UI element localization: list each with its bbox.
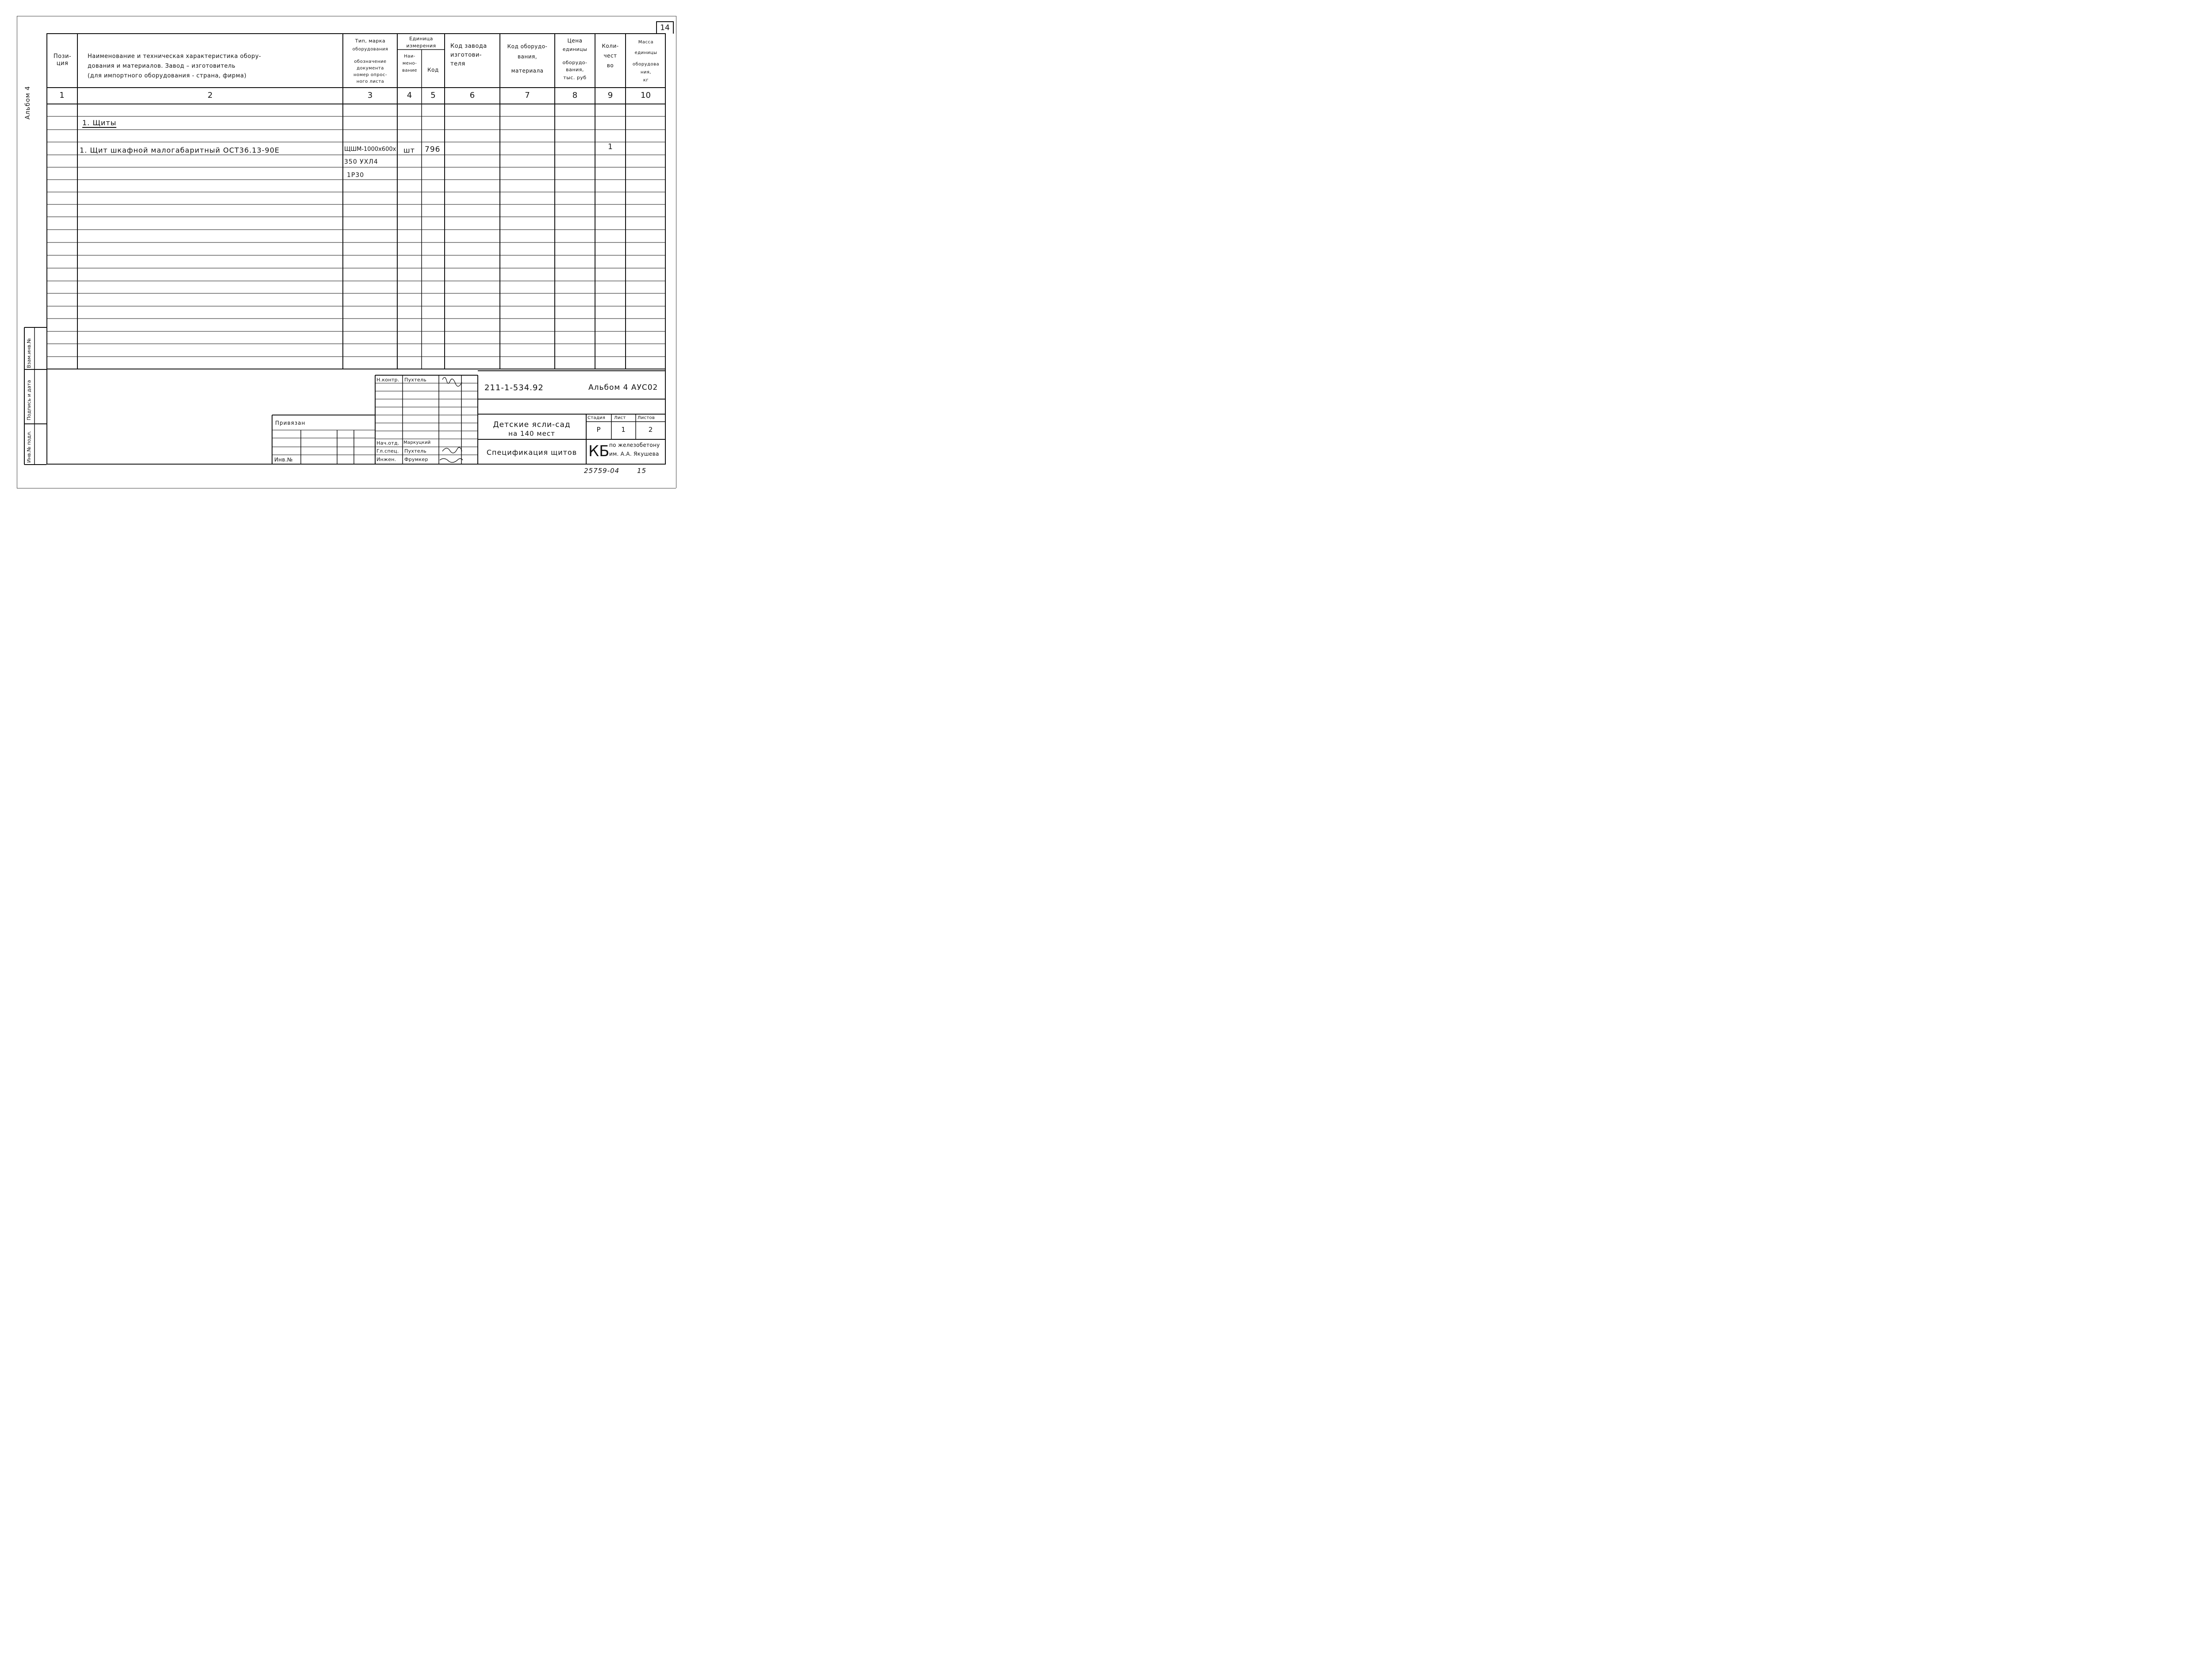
page-number: 14 — [656, 21, 674, 34]
row-item-unit: шт — [403, 146, 415, 154]
row-item-type-line1: ЩШМ-1000х600х — [344, 146, 396, 153]
header-name-line1: Наименование и техническая характеристика обору- — [88, 53, 261, 60]
header-type-line6: ного листа — [356, 79, 384, 84]
stamp-inv-podl: Инв.№ подл. — [26, 430, 32, 463]
inzhen-label: Инжен. — [376, 457, 396, 462]
header-name-line2: дования и материалов. Завод – изготовитель — [88, 63, 236, 69]
sheet-title: Спецификация щитов — [486, 448, 577, 457]
header-qty-line1: Коли- — [602, 43, 619, 49]
column-number: 5 — [430, 91, 436, 100]
header-unit-group: Единица измерения — [406, 36, 436, 49]
sheets-value: 2 — [648, 426, 653, 434]
n-kontr-name: Пухтель — [404, 377, 427, 383]
header-price-line2: единицы — [562, 46, 588, 52]
row-item-type-line3: 1Р30 — [347, 172, 365, 179]
header-equip-code-line3: материала — [511, 68, 544, 74]
nach-otd-label: Нач.отд. — [376, 440, 399, 446]
row-item-name: 1. Щит шкафной малогабаритный ОСТ36.13-90Е — [80, 146, 280, 154]
column-number: 8 — [572, 91, 578, 100]
row-item-unit-code: 796 — [425, 145, 441, 154]
header-type-line1: Тип, марка — [355, 38, 386, 44]
header-equip-code-line2: вания, — [517, 54, 538, 60]
header-price-line3: оборудо- — [562, 60, 588, 65]
gl-spec-name: Пухтель — [404, 448, 427, 454]
gl-spec-label: Гл.спец. — [376, 448, 399, 454]
column-number: 10 — [641, 91, 651, 100]
header-price-line5: тыс. руб — [563, 75, 587, 81]
header-mass-line4: ния, — [640, 70, 652, 75]
header-type-line2: оборудования — [352, 47, 388, 52]
header-unit-name: Наи-мено-вание — [402, 54, 417, 73]
sheets-label: Листов — [637, 415, 655, 420]
org-line1: по железобетону — [609, 442, 660, 448]
sheet-label: Лист — [614, 415, 626, 420]
inv-no-label: Инв.№ — [274, 457, 293, 463]
privyazan-label: Привязан — [275, 420, 306, 426]
header-equip-code-line1: Код оборудо- — [507, 43, 548, 50]
header-mass-line3: оборудова — [632, 62, 660, 67]
header-price-line4: вания, — [566, 67, 584, 73]
column-number: 4 — [407, 91, 412, 100]
stamp-podpis-data: Подпись и дата — [26, 380, 32, 420]
album-code: Альбом 4 АУС02 — [588, 383, 658, 392]
archive-number: 25759-04 — [584, 467, 620, 475]
header-mass-line1: Масса — [638, 40, 654, 45]
object-name-line2: на 140 мест — [508, 430, 555, 438]
header-mass-line2: единицы — [634, 50, 657, 55]
sheet-value: 1 — [621, 426, 626, 434]
header-qty-line2: чест — [603, 53, 617, 59]
nach-otd-name: Маркуцкий — [403, 440, 431, 445]
header-factory-code-line1: Код завода — [450, 43, 487, 50]
header-mass-line5: кг — [643, 78, 649, 83]
header-type-line3: обозначение — [354, 59, 387, 64]
section-title: 1. Щиты — [82, 119, 117, 127]
header-factory-code-line3: теля — [450, 61, 465, 67]
document-code: 211-1-534.92 — [484, 383, 544, 392]
header-unit-code: Код — [427, 67, 439, 73]
album-side-label: Альбом 4 — [24, 86, 31, 119]
n-kontr-label: Н.контр. — [376, 377, 399, 383]
object-name-line1: Детские ясли-сад — [493, 420, 571, 429]
header-type-line5: номер опрос- — [353, 73, 388, 77]
archive-page: 15 — [637, 467, 647, 475]
header-position: Пози-ция — [53, 53, 72, 67]
header-price-line1: Цена — [567, 38, 583, 44]
header-factory-code-line2: изготови- — [450, 52, 482, 58]
stage-label: Стадия — [588, 415, 606, 420]
column-number: 2 — [207, 91, 213, 100]
stage-value: Р — [596, 426, 601, 434]
column-number: 3 — [367, 91, 373, 100]
stamp-vzam-inv: Взам.инв.№ — [26, 338, 32, 368]
signature-marks — [0, 0, 690, 502]
row-item-qty: 1 — [608, 142, 613, 151]
header-name-line3: (для импортного оборудования - страна, фирма) — [88, 73, 247, 79]
column-number: 7 — [525, 91, 530, 100]
column-number: 6 — [469, 91, 475, 100]
row-item-type-line2: 350 УХЛ4 — [344, 158, 378, 165]
inzhen-name: Фрумкер — [404, 457, 428, 462]
org-line2: им. А.А. Якушева — [609, 451, 659, 457]
column-number: 9 — [607, 91, 613, 100]
header-type-line4: документа — [357, 66, 384, 71]
org-logo: КБ — [588, 442, 610, 460]
column-number: 1 — [59, 91, 65, 100]
header-qty-line3: во — [607, 62, 614, 69]
